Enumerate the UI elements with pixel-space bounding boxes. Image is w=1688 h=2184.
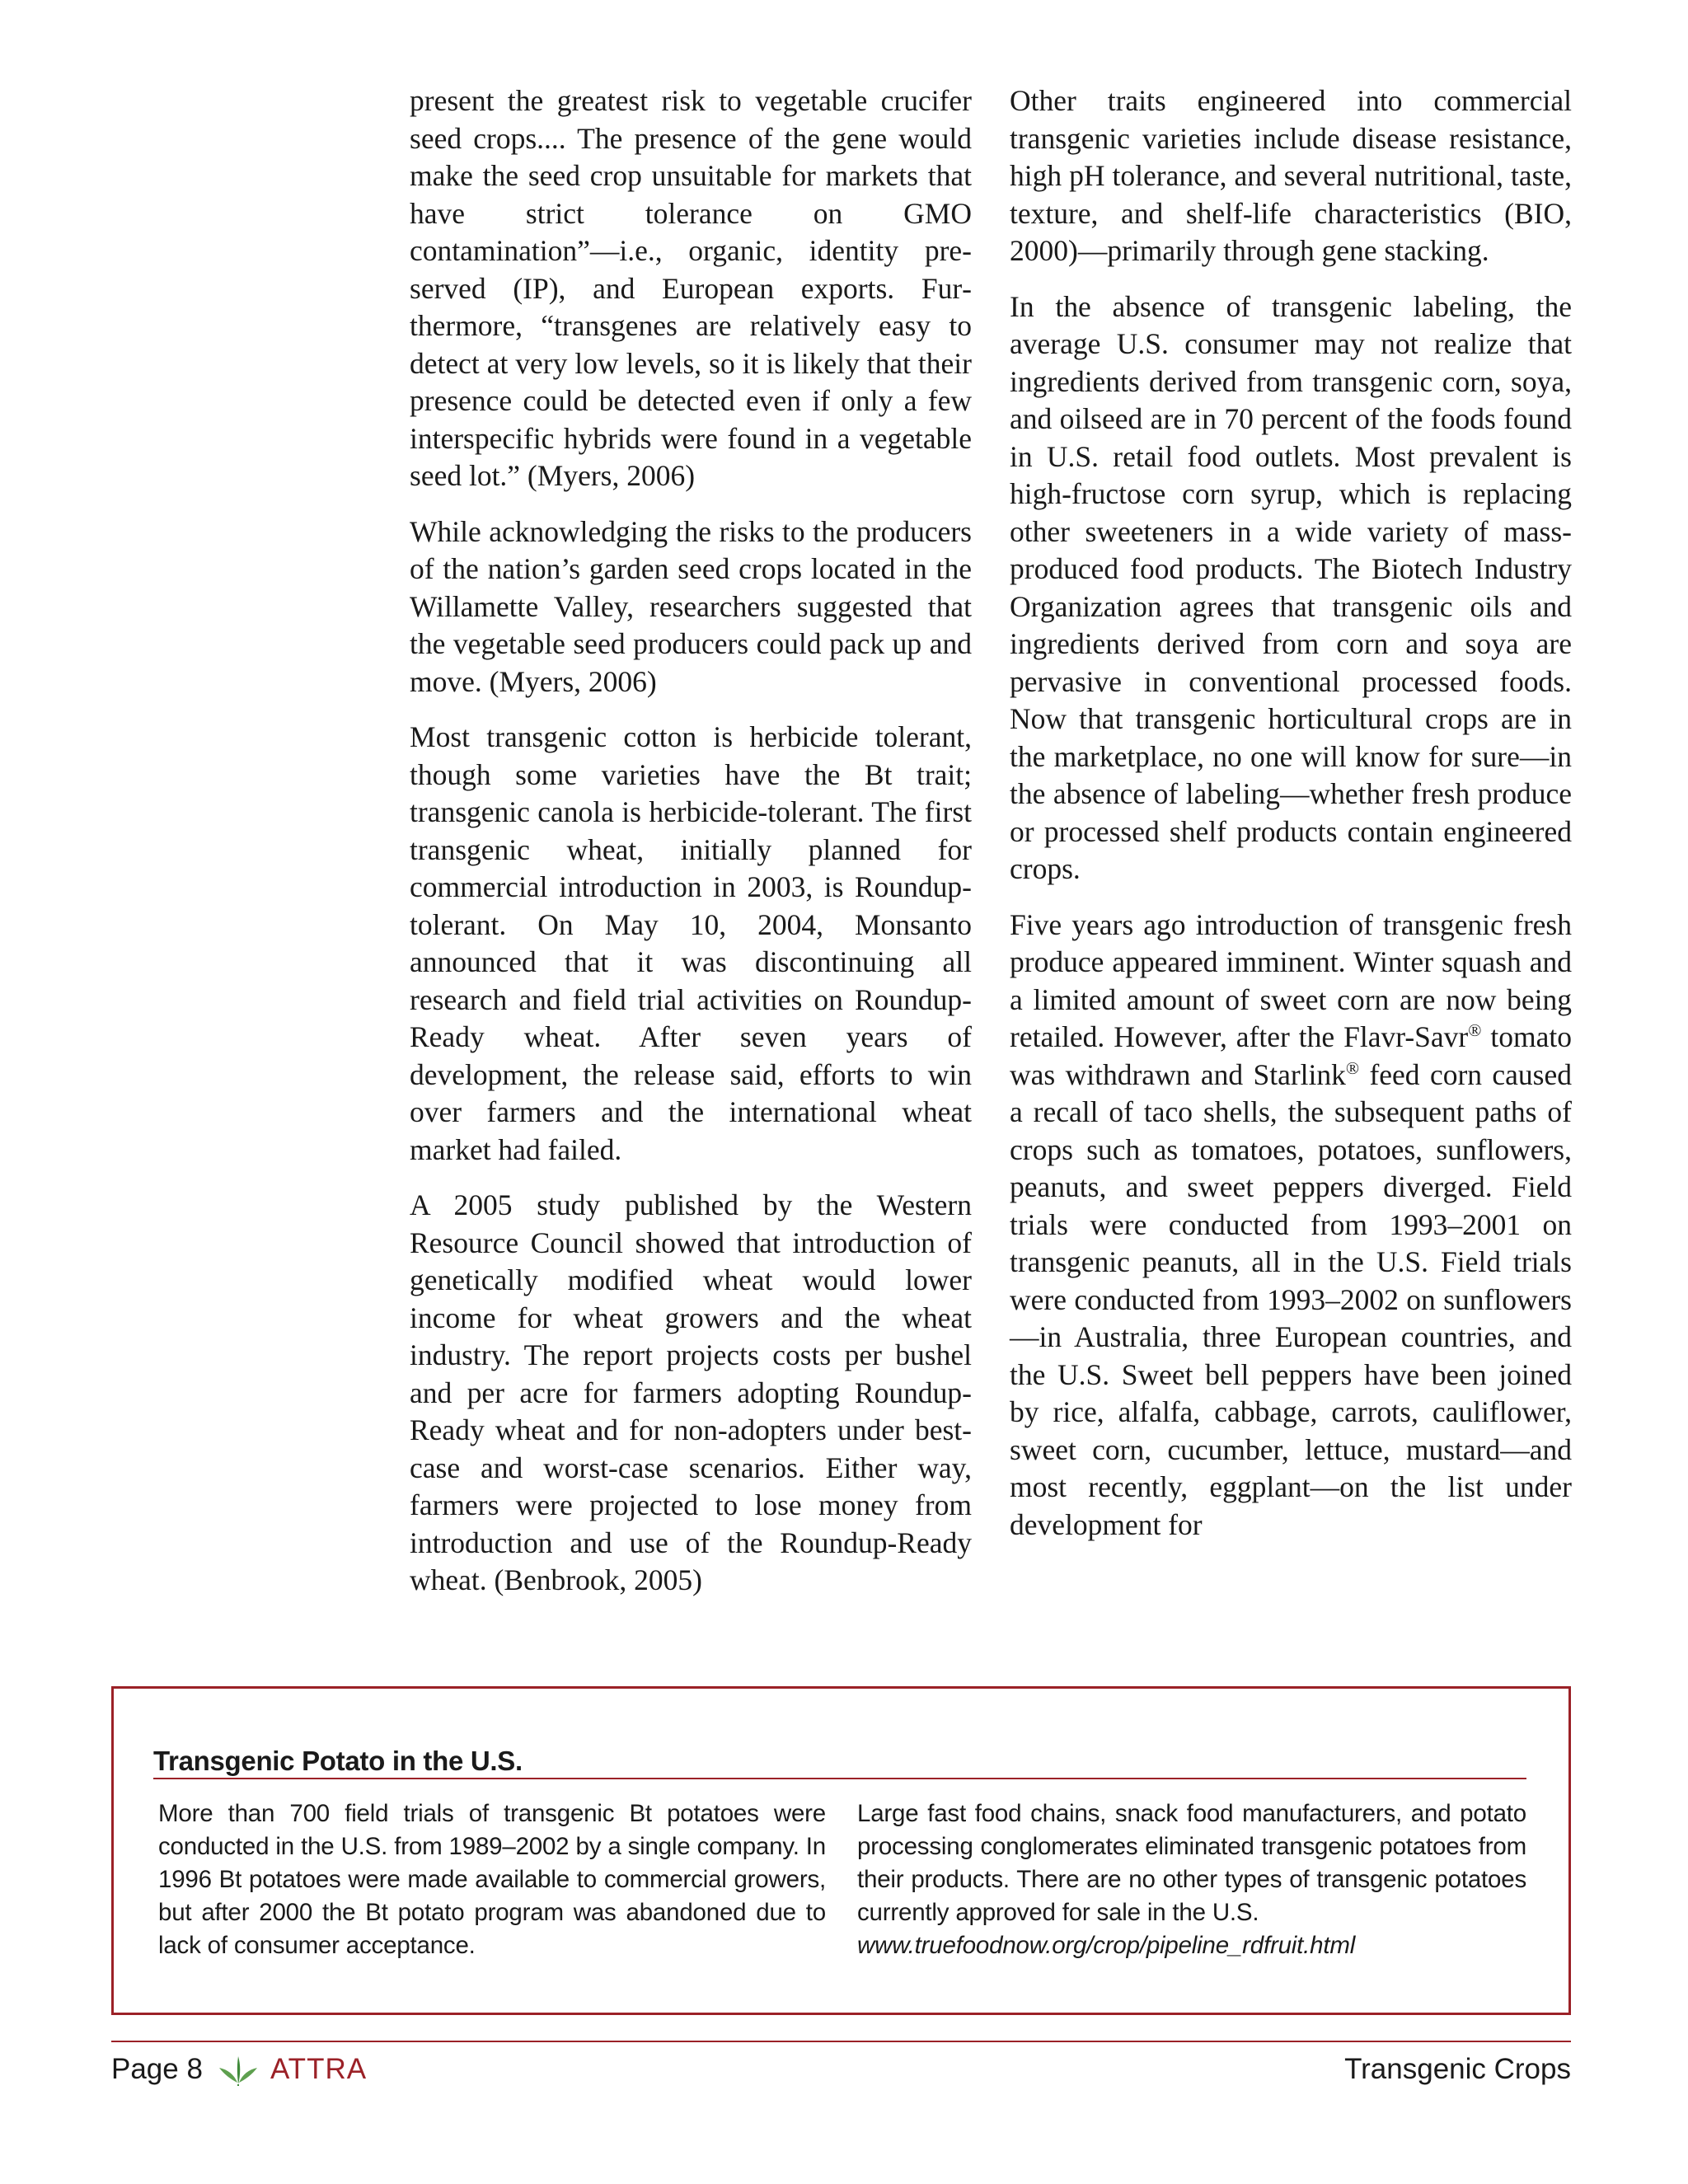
registered-mark: ® (1345, 1057, 1360, 1078)
page-number: Page 8 (111, 2053, 203, 2085)
brand-name: ATTRA (270, 2053, 368, 2085)
paragraph: Most transgenic cotton is herbicide tolerant, though some varieties have the Bt trait; transgenic canola is herbicide-tolerant. The first transgenic wheat, initially planned for commercial introduction in 2003, is Roundup-tolerant. On May 10, 2004, Monsanto announced that it was discontinuing all research and field trial activities on Roundup-Ready wheat. After seven years of development, the release said, efforts to win over farmers and the international wheat market had failed. (410, 720, 972, 1166)
footer-left (111, 2049, 367, 2090)
sidebar-left-text: More than 700 field trials of transgenic Bt potatoes were conducted in the U.S. from 1989–2002 by a single company. In 1996 Bt potatoes were made available to commercial growers, but after 2000 the Bt potato program was abandoned due to lack of consumer acceptance. (158, 1800, 826, 1959)
paragraph (1010, 907, 1572, 1544)
sidebar-title: Transgenic Potato in the U.S. (153, 1745, 1526, 1779)
left-text-column (410, 82, 972, 1618)
paragraph: A 2005 study published by the Western Resource Council showed that introduction of genetically modified wheat would lower income for wheat growers and the wheat industry. The report projects costs per bushel and per acre for farmers adopting Roundup-Ready wheat and for non-adopters under best-case and worst-case scenarios. Either way, farmers were projected to lose money from introduction and use of the Roundup-Ready wheat. (Benbrook, 2005) (410, 1188, 972, 1596)
source-url-link[interactable]: www.truefoodnow.org/crop/pipeline_rdfruit.html (857, 1932, 1356, 1959)
document-title: Transgenic Crops (1344, 2053, 1571, 2085)
sidebar-right-text: Large fast food chains, snack food manufacturers, and potato processing conglomerates eliminated transgenic potatoes from their products. There are no other types of transgenic potatoes currently approved for sale in the U.S. (857, 1800, 1526, 1926)
paragraph: Other traits engineered into commercial transgenic varieties include disease resistance, high pH tolerance, and several nutritional, taste, texture, and shelf-life characteristics (BIO, 2000)—primarily through gene stacking. (1010, 84, 1572, 267)
paragraph: present the greatest risk to vegetable crucifer seed crops.... The presence of the gene would make the seed crop unsuitable for markets that have strict tolerance on GMO contamination”—i.e., organic, identity preserved (IP), and European exports. Furthermore, “transgenes are relatively easy to detect at very low levels, so it is likely that their presence could be detected even if only a few interspecific hybrids were found in a vegetable seed lot.” (Myers, 2006) (410, 84, 972, 492)
paragraph-part: Five years ago introduction of transgenic fresh produce appeared imminent. Winter squash and a limited amount of sweet corn are now being retailed. However, after the Flavr-Savr (1010, 907, 1572, 1053)
sidebar-right-column (857, 1797, 1526, 1962)
paragraph: While acknowledging the risks to the producers of the nation’s garden seed crops located in the Willamette Valley, researchers suggested that the vegetable seed producers could pack up and move. (Myers, 2006) (410, 514, 972, 698)
footer-divider (111, 2041, 1571, 2042)
paragraph-part: tomato was withdrawn and Starlink (1010, 1020, 1572, 1091)
registered-mark: ® (1468, 1020, 1482, 1041)
paragraph-part: feed corn caused a recall of taco shells, the subsequent paths of crops such as tomatoes, potatoes, sunflowers, peanuts, and sweet peppers diverged. Field trials were conducted from 1993–2001 on transgenic peanuts, all in the U.S. Field trials were conducted from 1993–2002 on sunflowers—in Australia, three European countries, and the U.S. Sweet bell peppers have been joined by rice, alfalfa, cabbage, carrots, cauliflower, sweet corn, cucumber, lettuce, mustard—and most recently, eggplant—on the list under development for (1010, 1057, 1572, 1541)
paragraph: In the absence of transgenic labeling, the average U.S. consumer may not realize that ingredients derived from transgenic corn, soya, and oilseed are in 70 percent of the foods found in U.S. retail food outlets. Most prevalent is high-fructose corn syrup, which is replacing other sweeteners in a wide variety of mass-produced food products. The Biotech Industry Organization agrees that transgenic oils and ingredients derived from corn and soya are pervasive in conventional processed foods. Now that transgenic horticultural crops are in the marketplace, no one will know for sure—in the absence of labeling—whether fresh produce or processed shelf products contain engineered crops. (1010, 289, 1572, 885)
right-text-column (1010, 82, 1572, 1562)
attra-leaf-logo-icon (218, 2053, 259, 2086)
sidebar-box (111, 1686, 1571, 2015)
